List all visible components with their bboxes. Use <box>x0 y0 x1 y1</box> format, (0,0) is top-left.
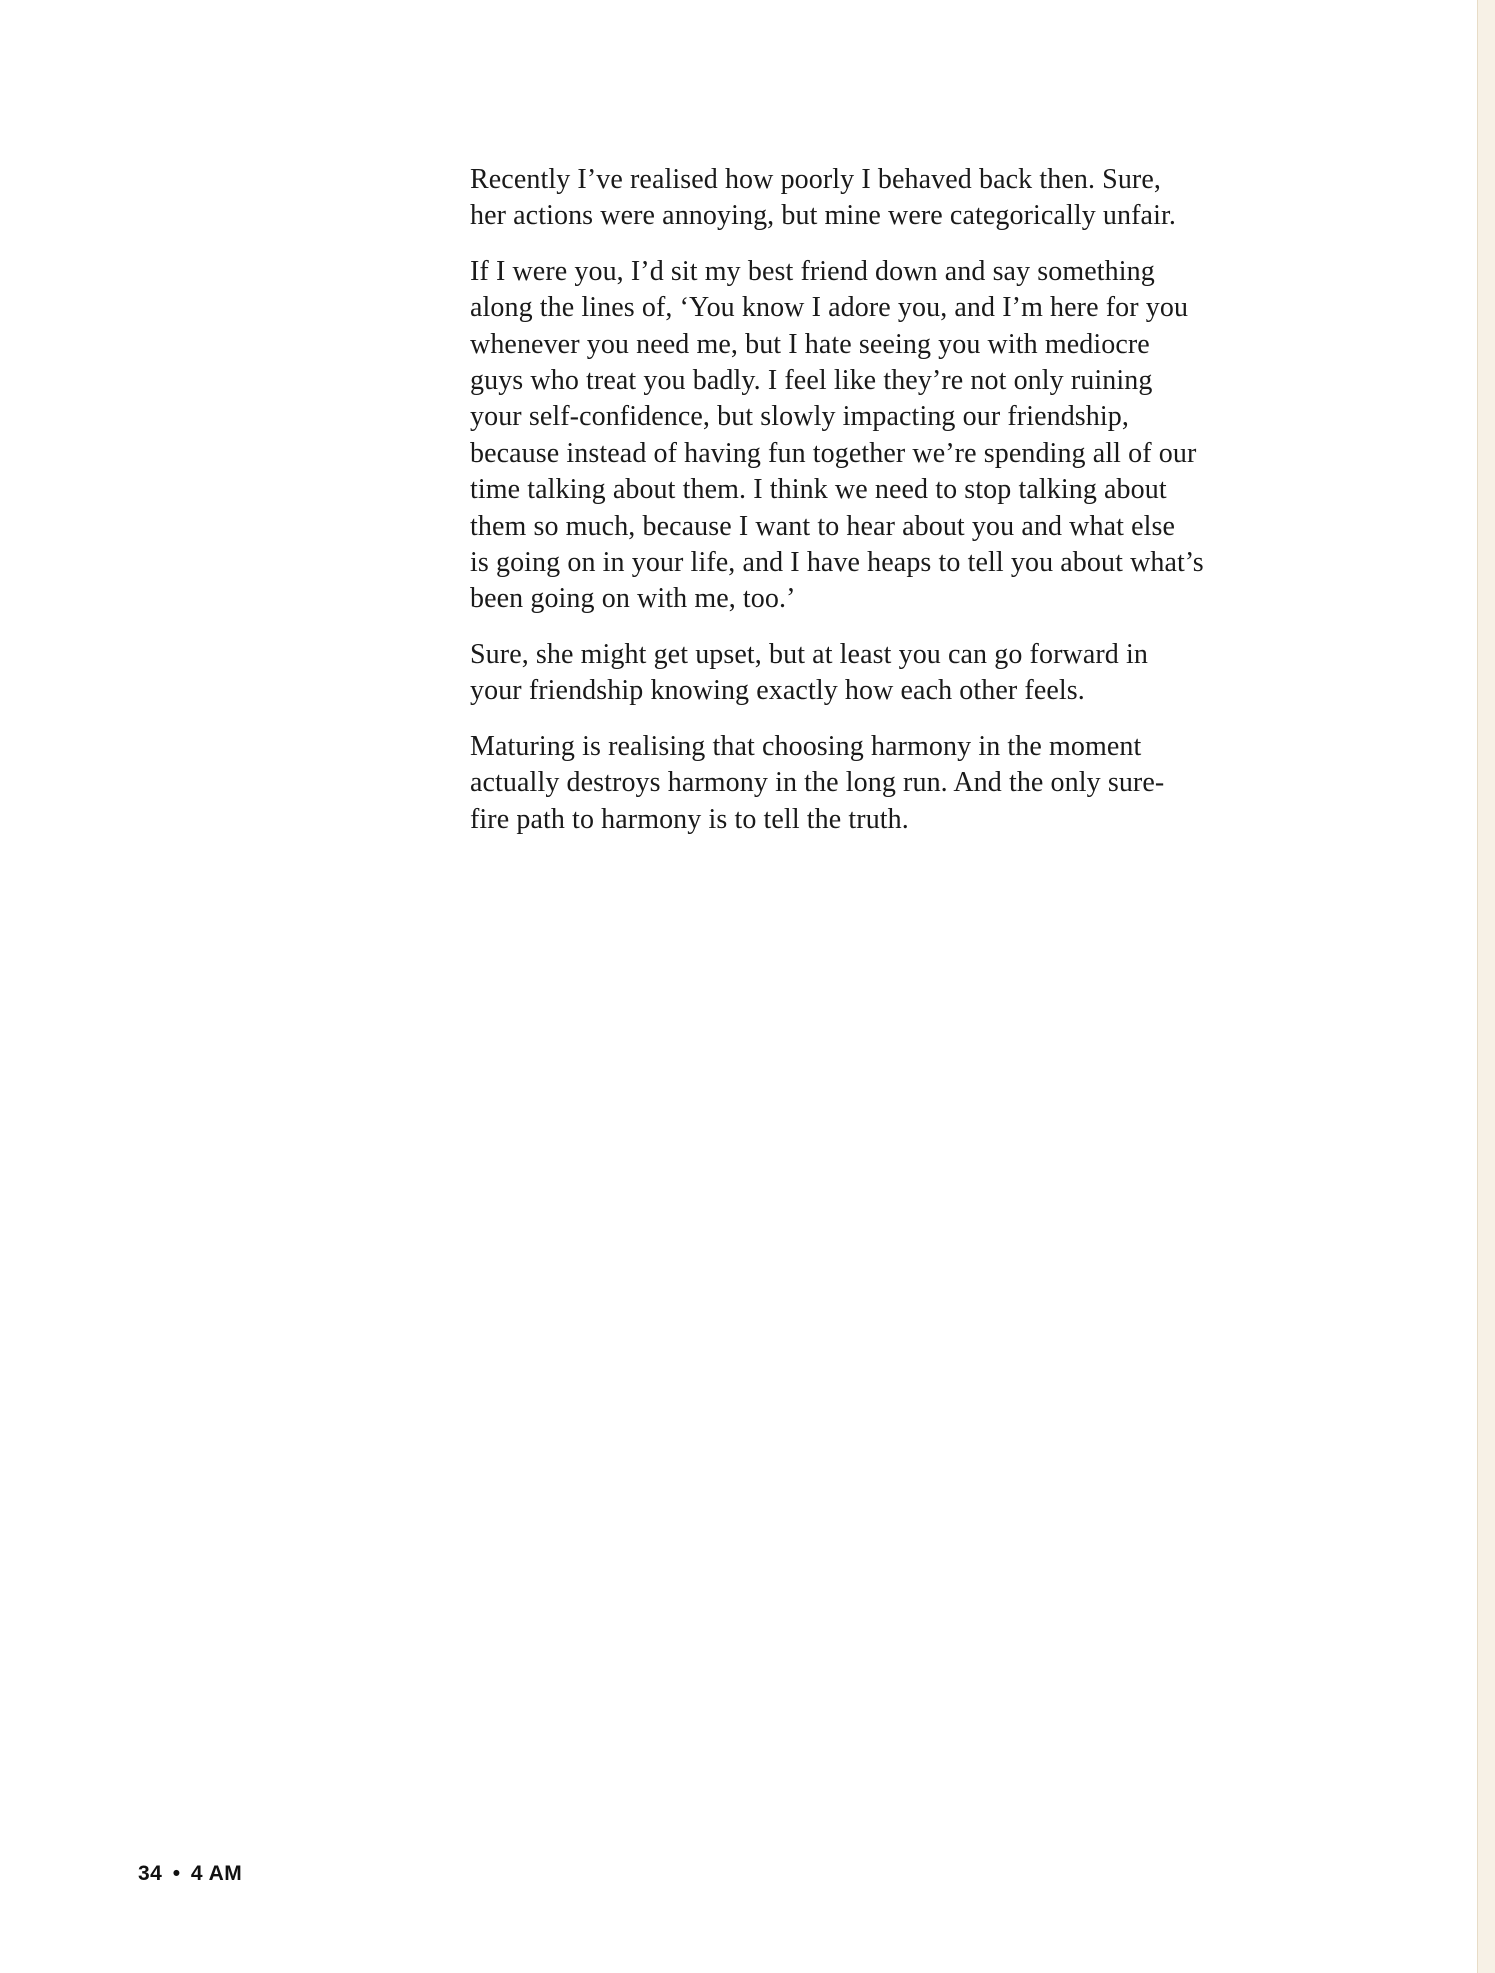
paragraph-4: Maturing is realising that choosing harmony in the moment actually destroys harmony in the long run. And the only sure- fire path to harmony is to tell the truth. <box>470 730 1165 835</box>
body-text <box>470 162 1340 857</box>
page-edge <box>1477 0 1495 1973</box>
book-title: 4 AM <box>190 1862 243 1885</box>
paragraph-3: Sure, she might get upset, but at least you can go forward in your friendship knowing exactly how each other feels. <box>470 638 1148 707</box>
paragraph-2: If I were you, I’d sit my best friend down and say something along the lines of, ‘You know I adore you, and I’m here for you whenever you need me, but I hate seeing you with mediocre guys who treat you badly. I feel like they’re not only ruining your self-confidence, but slowly impacting our friendship, because instead of having fun together we’re spending all of our time talking about them. I think we need to stop talking about them so much, because I want to hear about you and what else is going on in your life, and I have heaps to tell you about what’s been going on with me, too.’ <box>470 255 1204 615</box>
page-number: 34 <box>138 1862 163 1885</box>
page-footer <box>138 1862 242 1886</box>
footer-separator: • <box>172 1862 181 1885</box>
paragraph-1: Recently I’ve realised how poorly I behaved back then. Sure, her actions were annoying, but mine were categorically unfair. <box>470 164 1176 232</box>
